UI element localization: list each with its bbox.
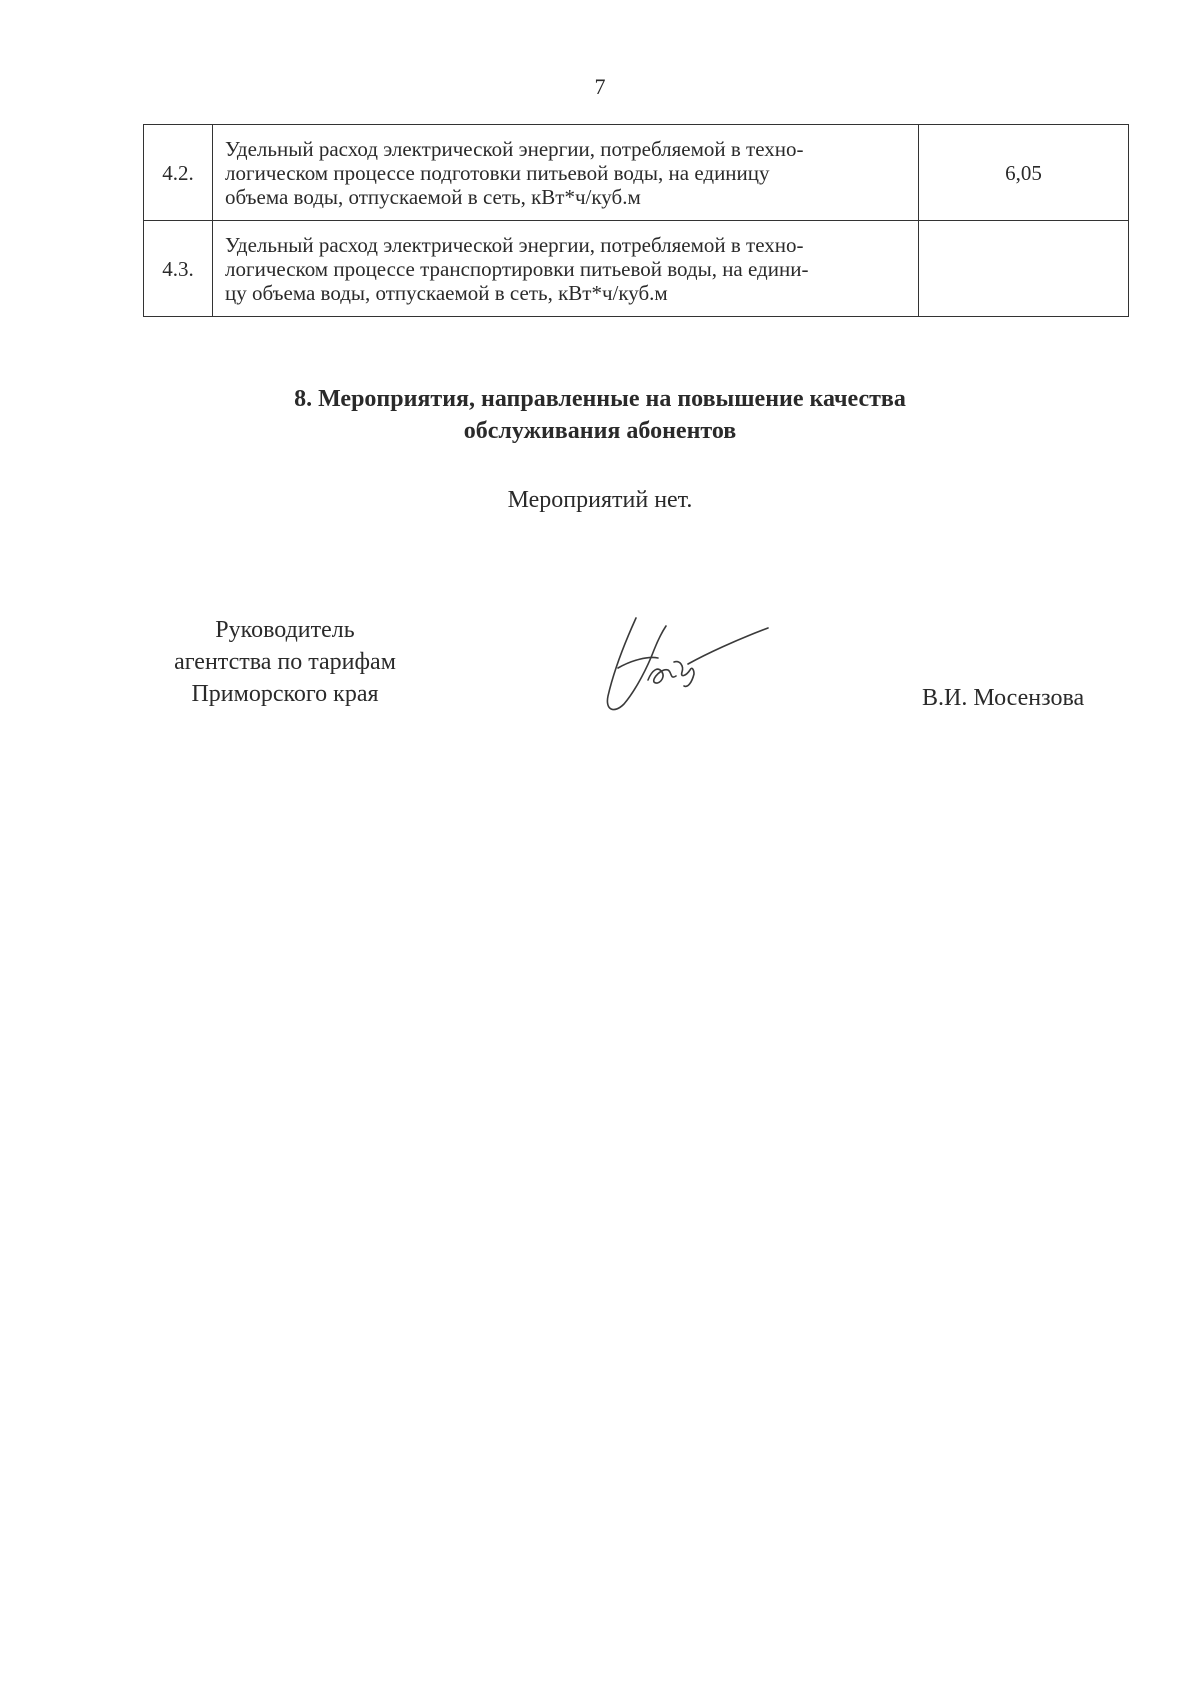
signer-name: В.И. Мосензова bbox=[922, 685, 1085, 711]
row-description bbox=[213, 221, 919, 317]
row-description-line: объема воды, отпускаемой в сеть, кВт*ч/куб.м bbox=[225, 185, 641, 209]
table-row bbox=[144, 125, 1129, 221]
row-description-line: логическом процессе транспортировки питьевой воды, на едини- bbox=[225, 257, 809, 281]
row-number: 4.3. bbox=[144, 221, 213, 317]
row-value: 6,05 bbox=[919, 125, 1129, 221]
row-number: 4.2. bbox=[144, 125, 213, 221]
metrics-table bbox=[143, 124, 1129, 317]
row-description-line: Удельный расход электрической энергии, потребляемой в техно- bbox=[225, 137, 804, 161]
section-heading-line: 8. Мероприятия, направленные на повышение качества bbox=[294, 386, 906, 412]
signatory-title bbox=[140, 614, 430, 710]
row-value bbox=[919, 221, 1129, 317]
section-body-text: Мероприятий нет. bbox=[507, 487, 693, 513]
row-description bbox=[213, 125, 919, 221]
signatory-title-line: агентства по тарифам bbox=[174, 649, 396, 675]
section-heading bbox=[0, 383, 1200, 447]
table-row bbox=[144, 221, 1129, 317]
handwritten-signature-icon bbox=[596, 610, 776, 720]
signatory-title-line: Руководитель bbox=[215, 617, 355, 643]
section-heading-line: обслуживания абонентов bbox=[463, 418, 737, 444]
signatory-title-line: Приморского края bbox=[191, 681, 379, 707]
row-description-line: логическом процессе подготовки питьевой воды, на единицу bbox=[225, 161, 770, 185]
row-description-line: цу объема воды, отпускаемой в сеть, кВт*ч/куб.м bbox=[225, 281, 668, 305]
page-number: 7 bbox=[594, 74, 606, 99]
row-description-line: Удельный расход электрической энергии, потребляемой в техно- bbox=[225, 233, 804, 257]
